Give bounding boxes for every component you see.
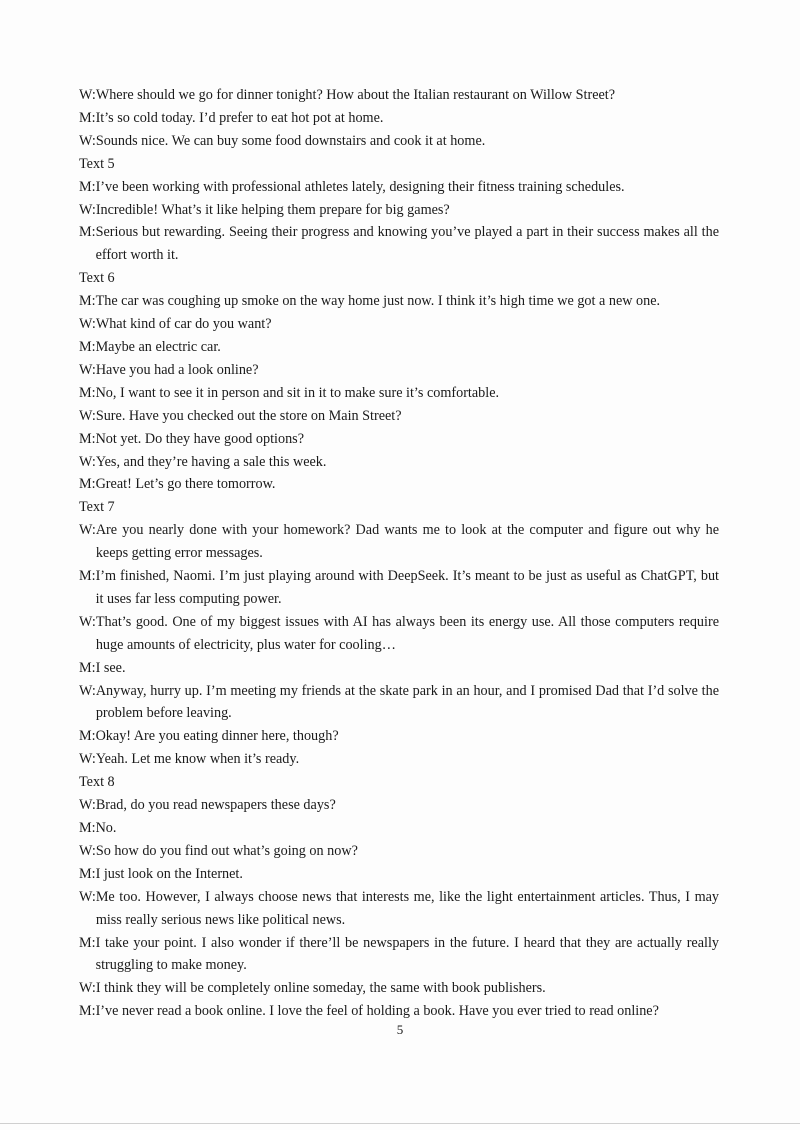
- dialogue-line: [79, 840, 719, 863]
- speaker-label: W:: [79, 613, 96, 630]
- dialogue-line: [79, 519, 719, 565]
- utterance-text: Great! Let’s go there tomorrow.: [95, 476, 276, 493]
- dialogue-line: [79, 932, 719, 978]
- dialogue-line: [79, 382, 719, 405]
- speaker-label: M:: [79, 338, 96, 355]
- speaker-label: M:: [79, 728, 96, 745]
- speaker-label: M:: [79, 659, 96, 676]
- dialogue-line: [79, 290, 719, 313]
- utterance-text: Brad, do you read newspapers these days?: [95, 797, 336, 814]
- speaker-label: M:: [79, 568, 96, 585]
- utterance-text: No.: [95, 820, 117, 836]
- section-heading: Text 6: [79, 270, 115, 287]
- section-heading: Text 5: [79, 155, 115, 172]
- dialogue-line: [79, 451, 719, 474]
- speaker-label: M:: [79, 1003, 96, 1020]
- speaker-label: M:: [79, 820, 96, 836]
- dialogue-line: [79, 176, 719, 199]
- speaker-label: W:: [79, 682, 96, 699]
- speaker-label: M:: [79, 178, 96, 195]
- speaker-label: W:: [79, 132, 96, 149]
- utterance-text: Yeah. Let me know when it’s ready.: [95, 751, 300, 768]
- utterance-text: Where should we go for dinner tonight? How about the Italian restaurant on Willow Street?: [95, 87, 616, 103]
- utterance-text: I think they will be completely online someday, the same with book publishers.: [95, 980, 546, 997]
- utterance-text: Sure. Have you checked out the store on Main Street?: [95, 407, 402, 424]
- speaker-label: W:: [79, 201, 96, 218]
- utterance-text: It’s so cold today. I’d prefer to eat hot pot at home.: [95, 109, 384, 126]
- dialogue-line: [79, 313, 719, 336]
- utterance-text: Not yet. Do they have good options?: [95, 430, 305, 447]
- speaker-label: M:: [79, 109, 96, 126]
- utterance-text: The car was coughing up smoke on the way home just now. I think it’s high time we got a new one.: [95, 293, 661, 310]
- speaker-label: W:: [79, 361, 96, 378]
- dialogue-line: [79, 199, 719, 222]
- dialogue-line: [79, 107, 719, 130]
- bottom-rule: [0, 1123, 800, 1124]
- dialogue-line: [79, 886, 719, 932]
- speaker-label: M:: [79, 865, 96, 882]
- utterance-text: Sounds nice. We can buy some food downstairs and cook it at home.: [95, 132, 486, 149]
- dialogue-line: [79, 405, 719, 428]
- utterance-text: That’s good. One of my biggest issues with AI has always been its energy use. All those computers require huge amounts of electricity, plus water for cooling…: [95, 613, 719, 653]
- utterance-text: Okay! Are you eating dinner here, though?: [95, 728, 339, 745]
- speaker-label: W:: [79, 522, 96, 539]
- utterance-text: Incredible! What’s it like helping them prepare for big games?: [95, 201, 450, 218]
- dialogue-line: [79, 817, 719, 840]
- speaker-label: M:: [79, 224, 96, 241]
- dialogue-line: [79, 977, 719, 1000]
- dialogue-line: [79, 1000, 719, 1023]
- speaker-label: M:: [79, 384, 96, 401]
- utterance-text: Yes, and they’re having a sale this week.: [95, 453, 327, 470]
- section-heading: Text 8: [79, 774, 115, 791]
- transcript-body: [79, 84, 719, 1023]
- utterance-text: I take your point. I also wonder if there’ll be newspapers in the future. I heard that they are actually really struggling to make money.: [95, 934, 719, 974]
- utterance-text: What kind of car do you want?: [95, 316, 272, 333]
- speaker-label: W:: [79, 980, 96, 997]
- speaker-label: W:: [79, 87, 96, 103]
- utterance-text: Me too. However, I always choose news that interests me, like the light entertainment articles. Thus, I may miss really serious news like political news.: [95, 888, 719, 928]
- dialogue-line: [79, 748, 719, 771]
- utterance-text: I’m finished, Naomi. I’m just playing around with DeepSeek. It’s meant to be just as useful as ChatGPT, but it uses far less computing power.: [95, 568, 719, 607]
- utterance-text: I just look on the Internet.: [95, 865, 243, 882]
- speaker-label: M:: [79, 430, 96, 447]
- dialogue-line: [79, 725, 719, 748]
- utterance-text: Maybe an electric car.: [95, 338, 221, 355]
- speaker-label: W:: [79, 797, 96, 814]
- dialogue-line: [79, 565, 719, 611]
- utterance-text: I’ve been working with professional athletes lately, designing their fitness training schedules.: [95, 178, 625, 195]
- speaker-label: W:: [79, 407, 96, 424]
- speaker-label: M:: [79, 476, 96, 493]
- speaker-label: W:: [79, 316, 96, 333]
- utterance-text: So how do you find out what’s going on now?: [95, 842, 358, 859]
- utterance-text: Are you nearly done with your homework? Dad wants me to look at the computer and figure out why he keeps getting error messages.: [95, 522, 719, 562]
- dialogue-line: [79, 221, 719, 267]
- utterance-text: Anyway, hurry up. I’m meeting my friends at the skate park in an hour, and I promised Dad that I’d solve the problem before leaving.: [95, 682, 719, 722]
- speaker-label: M:: [79, 293, 96, 310]
- speaker-label: W:: [79, 751, 96, 768]
- section-heading: Text 7: [79, 499, 115, 516]
- dialogue-line: [79, 428, 719, 451]
- utterance-text: Have you had a look online?: [95, 361, 259, 378]
- speaker-label: W:: [79, 842, 96, 859]
- dialogue-line: [79, 473, 719, 496]
- utterance-text: I’ve never read a book online. I love the feel of holding a book. Have you ever tried to read online?: [95, 1003, 659, 1020]
- utterance-text: I see.: [95, 659, 126, 676]
- speaker-label: W:: [79, 453, 96, 470]
- speaker-label: M:: [79, 934, 96, 951]
- speaker-label: W:: [79, 888, 96, 905]
- dialogue-line: [79, 657, 719, 680]
- utterance-text: No, I want to see it in person and sit in it to make sure it’s comfortable.: [95, 384, 500, 401]
- dialogue-line: [79, 611, 719, 657]
- utterance-text: Serious but rewarding. Seeing their progress and knowing you’ve played a part in their success makes all the effort worth it.: [95, 224, 719, 264]
- dialogue-line: [79, 863, 719, 886]
- dialogue-line: [79, 130, 719, 153]
- dialogue-line: [79, 336, 719, 359]
- dialogue-line: [79, 794, 719, 817]
- dialogue-line: [79, 84, 719, 107]
- page-number: 5: [396, 1022, 404, 1037]
- dialogue-line: [79, 680, 719, 726]
- dialogue-line: [79, 359, 719, 382]
